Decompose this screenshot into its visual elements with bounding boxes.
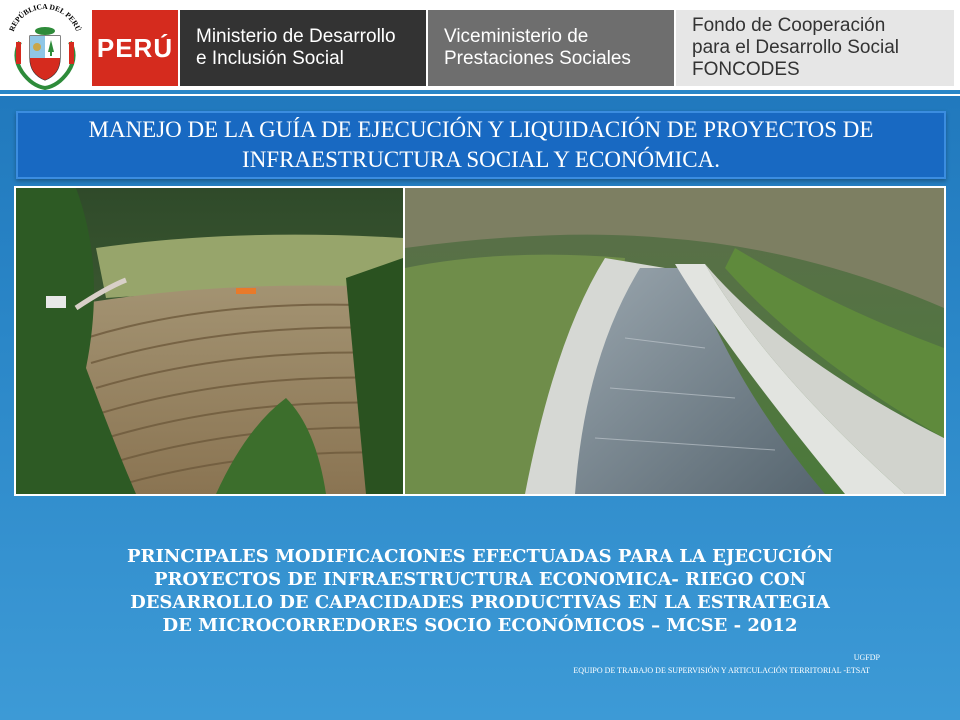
title-line-1: MANEJO DE LA GUÍA DE EJECUCIÓN Y LIQUIDACIÓN DE PROYECTOS DE [88, 117, 874, 142]
ministry-line-2: e Inclusión Social [196, 48, 344, 69]
vice-line-2: Prestaciones Sociales [444, 48, 631, 69]
subtitle-line-2: PROYECTOS DE INFRAESTRUCTURA ECONOMICA- RIEGO CON [153, 569, 807, 590]
fund-line-3: FONCODES [692, 59, 800, 80]
header-divider [0, 90, 960, 94]
vice-line-1: Viceministerio de [444, 26, 589, 47]
subtitle-line-4: DE MICROCORREDORES SOCIO ECONÓMICOS – MCSE - 2012 [162, 615, 798, 636]
viceministry-segment [428, 10, 674, 86]
slide-title [16, 111, 946, 179]
header-banner [0, 0, 960, 96]
photo-strip [14, 186, 946, 496]
slide-subtitle [60, 545, 900, 637]
irrigation-canal-photo [405, 188, 944, 494]
footer-unit: UGFDP [853, 653, 880, 662]
foncodes-segment [676, 10, 954, 86]
title-line-2: INFRAESTRUCTURA SOCIAL Y ECONÓMICA. [242, 147, 720, 172]
terraced-farmland-photo [16, 188, 403, 494]
country-label: PERÚ [96, 32, 174, 63]
fund-line-2: para el Desarrollo Social [692, 37, 899, 58]
peru-logo [92, 10, 178, 86]
ministry-line-1: Ministerio de Desarrollo [196, 26, 396, 47]
fund-line-1: Fondo de Cooperación [692, 15, 886, 36]
subtitle-line-3: DESARROLLO DE CAPACIDADES PRODUCTIVAS EN LA ESTRATEGIA [130, 592, 830, 613]
subtitle-line-1: PRINCIPALES MODIFICACIONES EFECTUADAS PARA LA EJECUCIÓN [127, 546, 833, 567]
ministry-segment [180, 10, 426, 86]
shield-caption: REPÚBLICA DEL PERÚ [6, 2, 84, 33]
footer-team: EQUIPO DE TRABAJO DE SUPERVISIÓN Y ARTICULACIÓN TERRITORIAL -ETSAT [573, 666, 870, 675]
coat-of-arms-icon [2, 2, 88, 90]
